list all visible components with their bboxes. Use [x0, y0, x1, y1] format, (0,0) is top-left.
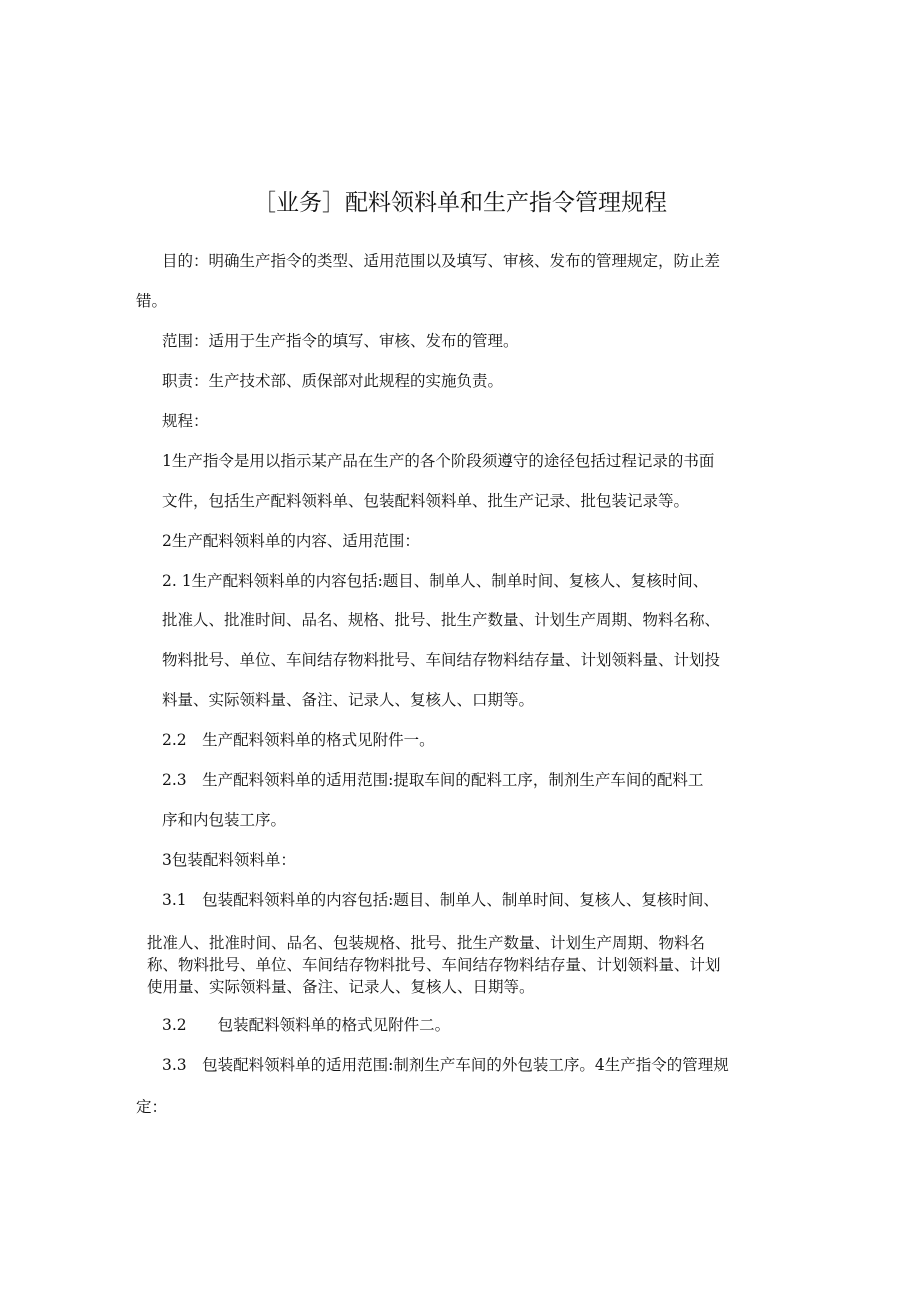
responsibility-line: 职责：生产技术部、质保部对此规程的实施负责。	[162, 372, 504, 390]
section-2-1-line-4: 料量、实际领料量、备注、记录人、复核人、口期等。	[162, 691, 535, 709]
section-3-3-line-1: 3.3 包装配料领料单的适用范围:制剂生产车间的外包装工序。4生产指令的管理规	[162, 1056, 729, 1074]
section-3-1-line-2: 批准人、批准时间、品名、包装规格、批号、批生产数量、计划生产周期、物料名	[147, 934, 706, 952]
section-1-line-1: 1生产指令是用以指示某产品在生产的各个阶段须遵守的途径包括过程记录的书面	[162, 452, 715, 470]
document-title: ［业务］配料领料单和生产指令管理规程	[253, 190, 667, 216]
section-2-1-line-1: 2. 1生产配料领料单的内容包括:题目、制单人、制单时间、复核人、复核时间、	[162, 572, 709, 590]
section-1-line-2: 文件，包括生产配料领料单、包装配料领料单、批生产记录、批包装记录等。	[162, 492, 690, 510]
section-3-3-line-2: 定：	[136, 1098, 168, 1116]
section-2-3-line-1: 2.3 生产配料领料单的适用范围:提取车间的配料工序，制剂生产车间的配料工	[162, 771, 704, 789]
section-2-3-line-2: 序和内包装工序。	[162, 811, 287, 829]
section-3-1-line-3: 称、物料批号、单位、车间结存物料批号、车间结存物料结存量、计划领料量、计划	[147, 956, 721, 974]
scope-line: 范围：适用于生产指令的填写、审核、发布的管理。	[162, 332, 519, 350]
procedure-heading: 规程：	[162, 412, 209, 430]
section-2-1-line-3: 物料批号、单位、车间结存物料批号、车间结存物料结存量、计划领料量、计划投	[162, 651, 721, 669]
section-3-1-line-4: 使用量、实际领料量、备注、记录人、复核人、日期等。	[147, 978, 535, 996]
purpose-line-1: 目的：明确生产指令的类型、适用范围以及填写、审核、发布的管理规定，防止差	[162, 252, 721, 270]
section-2-2-line: 2.2 生产配料领料单的格式见附件一。	[162, 731, 435, 749]
section-3-1-line-1: 3.1 包装配料领料单的内容包括:题目、制单人、制单时间、复核人、复核时间、	[162, 891, 719, 909]
section-2-heading: 2生产配料领料单的内容、适用范围：	[162, 532, 420, 550]
section-2-1-line-2: 批准人、批准时间、品名、规格、批号、批生产数量、计划生产周期、物料名称、	[162, 611, 721, 629]
section-3-heading: 3包装配料领料单：	[162, 851, 296, 869]
section-3-2-line: 3.2 包装配料领料单的格式见附件二。	[162, 1016, 451, 1034]
purpose-line-2: 错。	[136, 292, 168, 310]
